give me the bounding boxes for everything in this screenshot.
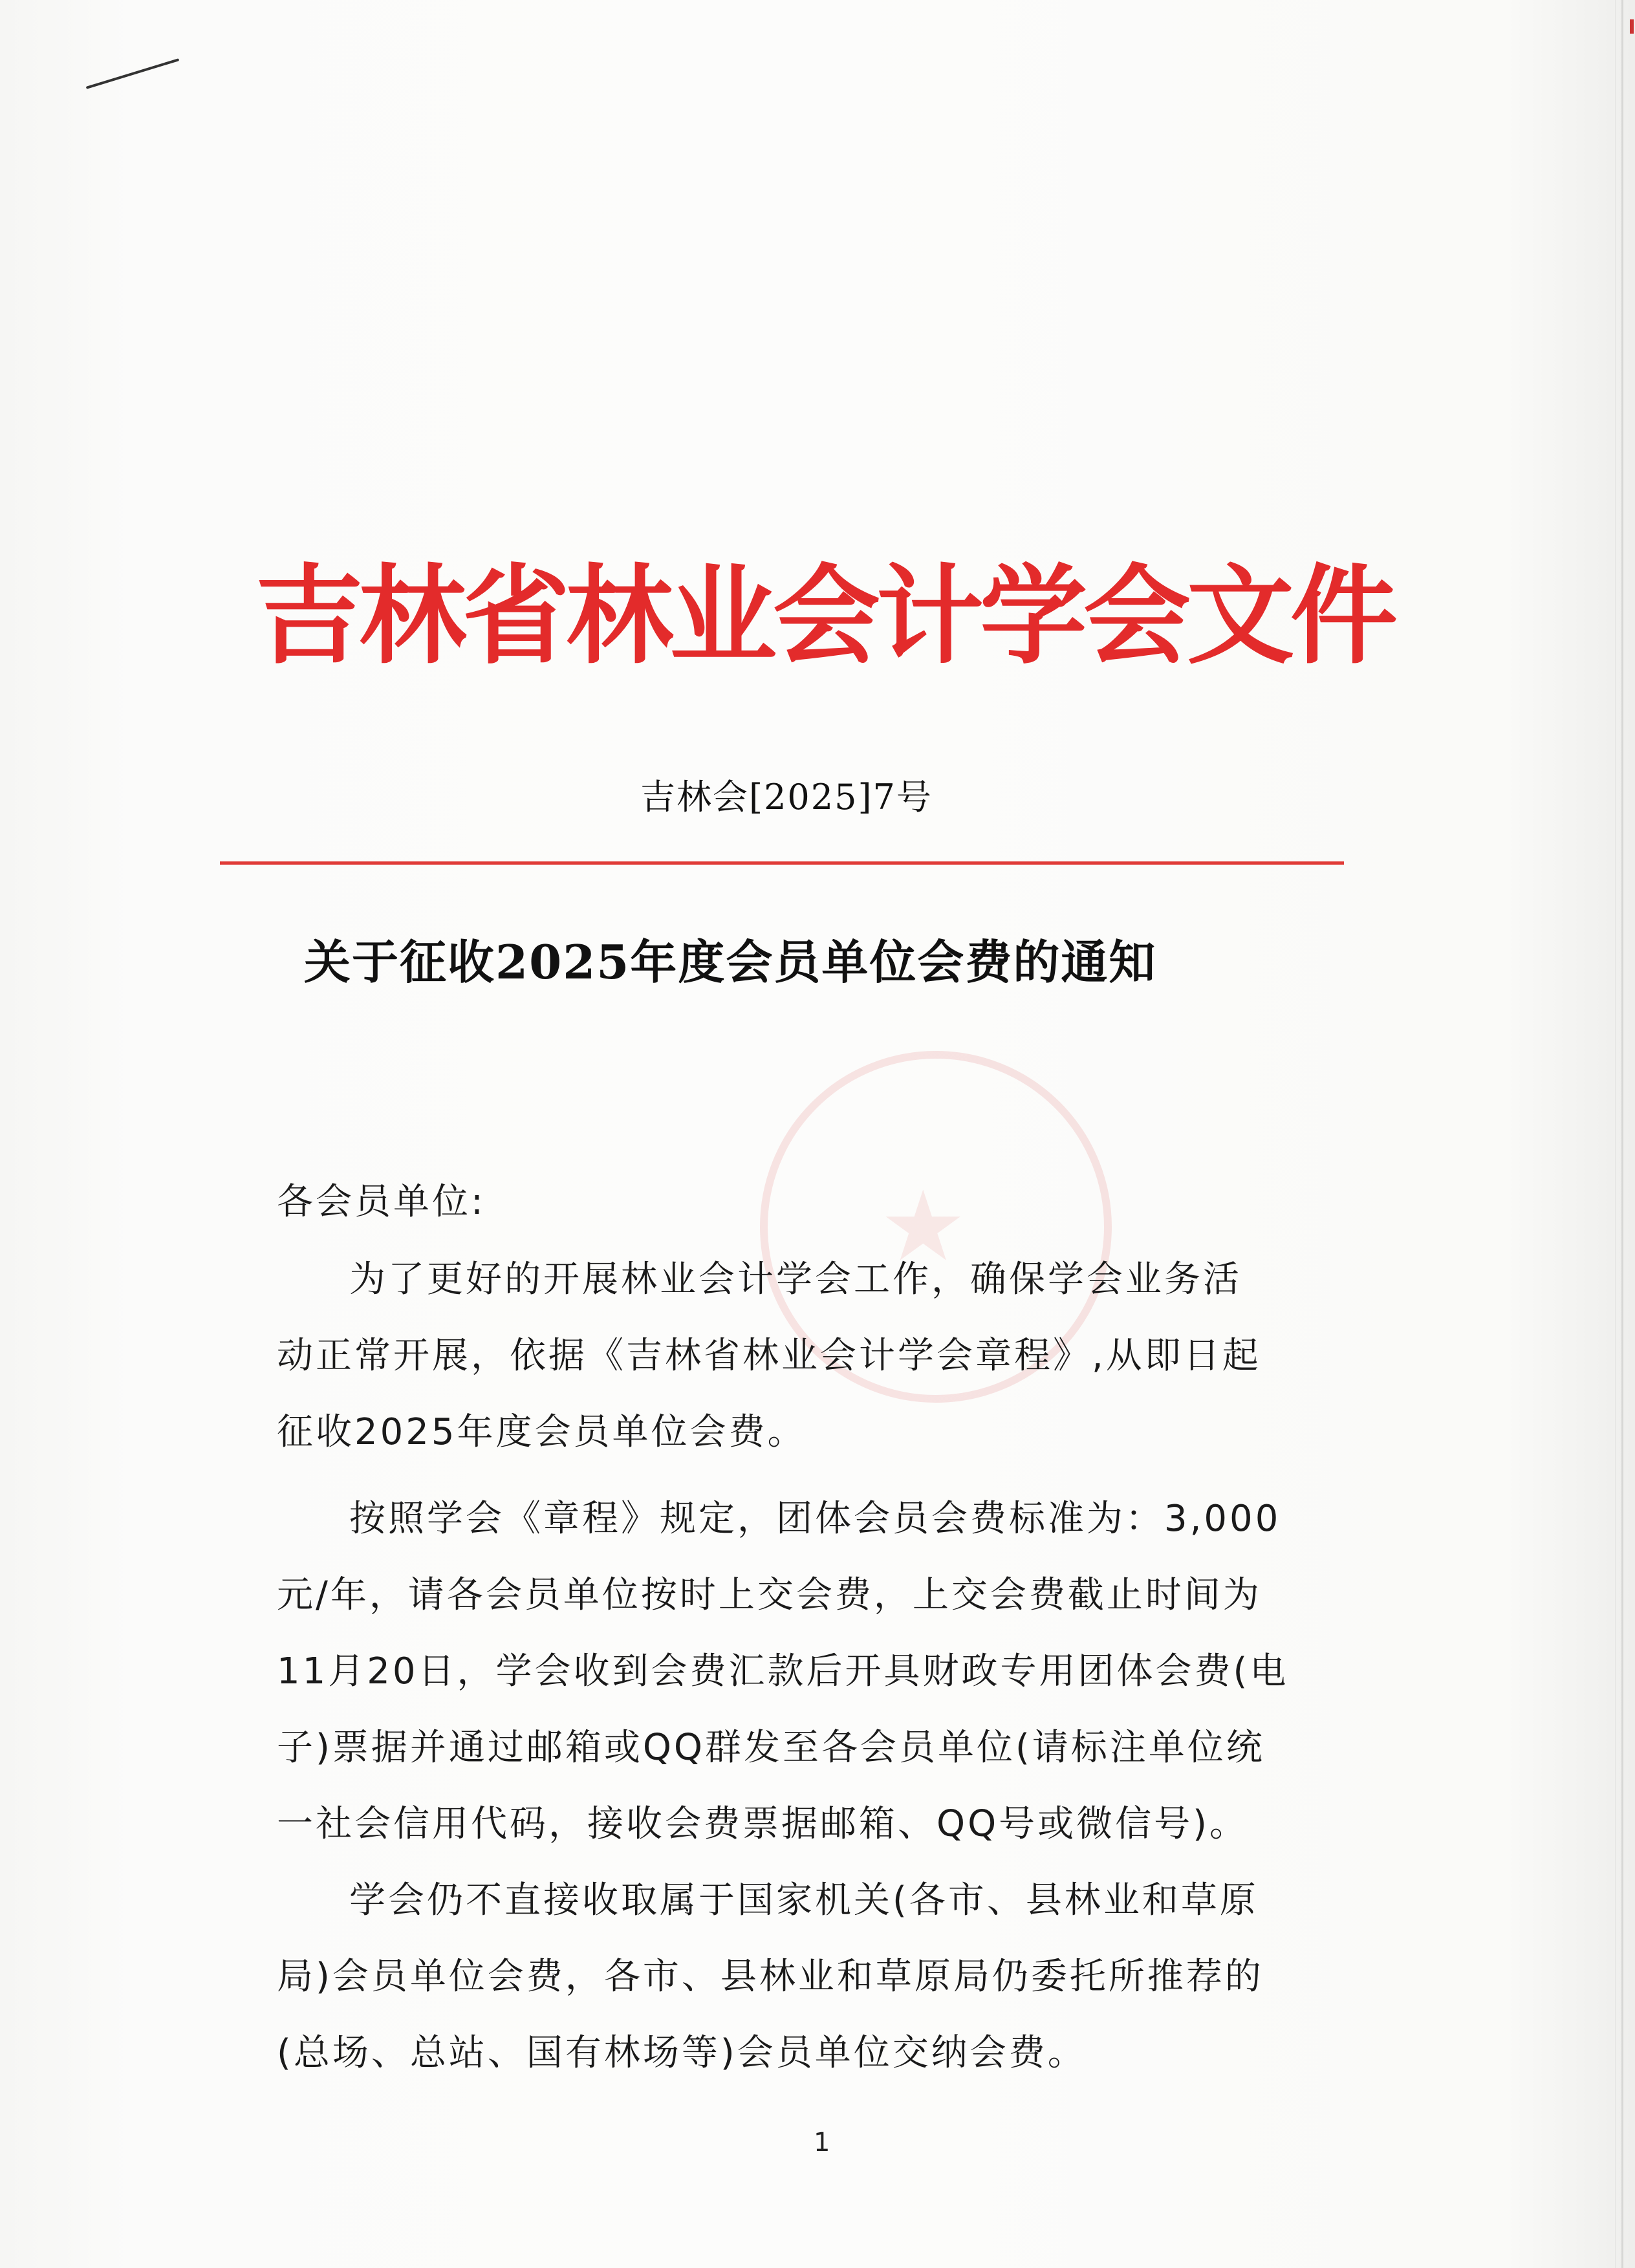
paper-edge: [1621, 0, 1623, 2268]
paragraph-2-line: 11月20日，学会收到会费汇款后开具财政专用团体会费(电: [277, 1650, 1289, 1692]
paragraph-1-line: 征收2025年度会员单位会费。: [277, 1411, 807, 1453]
paragraph-1-line: 为了更好的开展林业会计学会工作，确保学会业务活: [349, 1258, 1242, 1301]
paragraph-3-line: 学会仍不直接收取属于国家机关(各市、县林业和草原: [349, 1879, 1259, 1921]
paragraph-2: [277, 1481, 1363, 1863]
paper-edge-inner: [1615, 0, 1616, 2268]
paragraph-2-line: 元/年，请各会员单位按时上交会费，上交会费截止时间为: [277, 1574, 1262, 1616]
edge-red-mark: [1630, 19, 1634, 34]
paragraph-1-line: 动正常开展，依据《吉林省林业会计学会章程》,从即日起: [277, 1335, 1261, 1377]
paragraph-3: [277, 1863, 1363, 2091]
paragraph-2-line: 子)票据并通过邮箱或QQ群发至各会员单位(请标注单位统: [277, 1727, 1265, 1769]
paragraph-2-line: 按照学会《章程》规定，团体会员会费标准为：3,000: [349, 1498, 1281, 1540]
red-divider-line: [220, 861, 1344, 865]
paragraph-3-line: 局)会员单位会费，各市、县林业和草原局仍委托所推荐的: [277, 1956, 1264, 1998]
faint-seal-star-icon: ★: [880, 1171, 967, 1283]
page-number: 1: [814, 2128, 830, 2157]
document-number: 吉林会[2025]7号: [640, 777, 933, 817]
salutation: 各会员单位:: [277, 1181, 486, 1223]
paragraph-2-line: 一社会信用代码，接收会费票据邮箱、QQ号或微信号)。: [277, 1803, 1249, 1845]
paragraph-1: [277, 1242, 1363, 1471]
notice-title: 关于征收2025年度会员单位会费的通知: [304, 934, 1157, 989]
org-document-header: 吉林省林业会计学会文件: [255, 554, 1394, 679]
paragraph-3-line: (总场、总站、国有林场等)会员单位交纳会费。: [277, 2032, 1087, 2074]
